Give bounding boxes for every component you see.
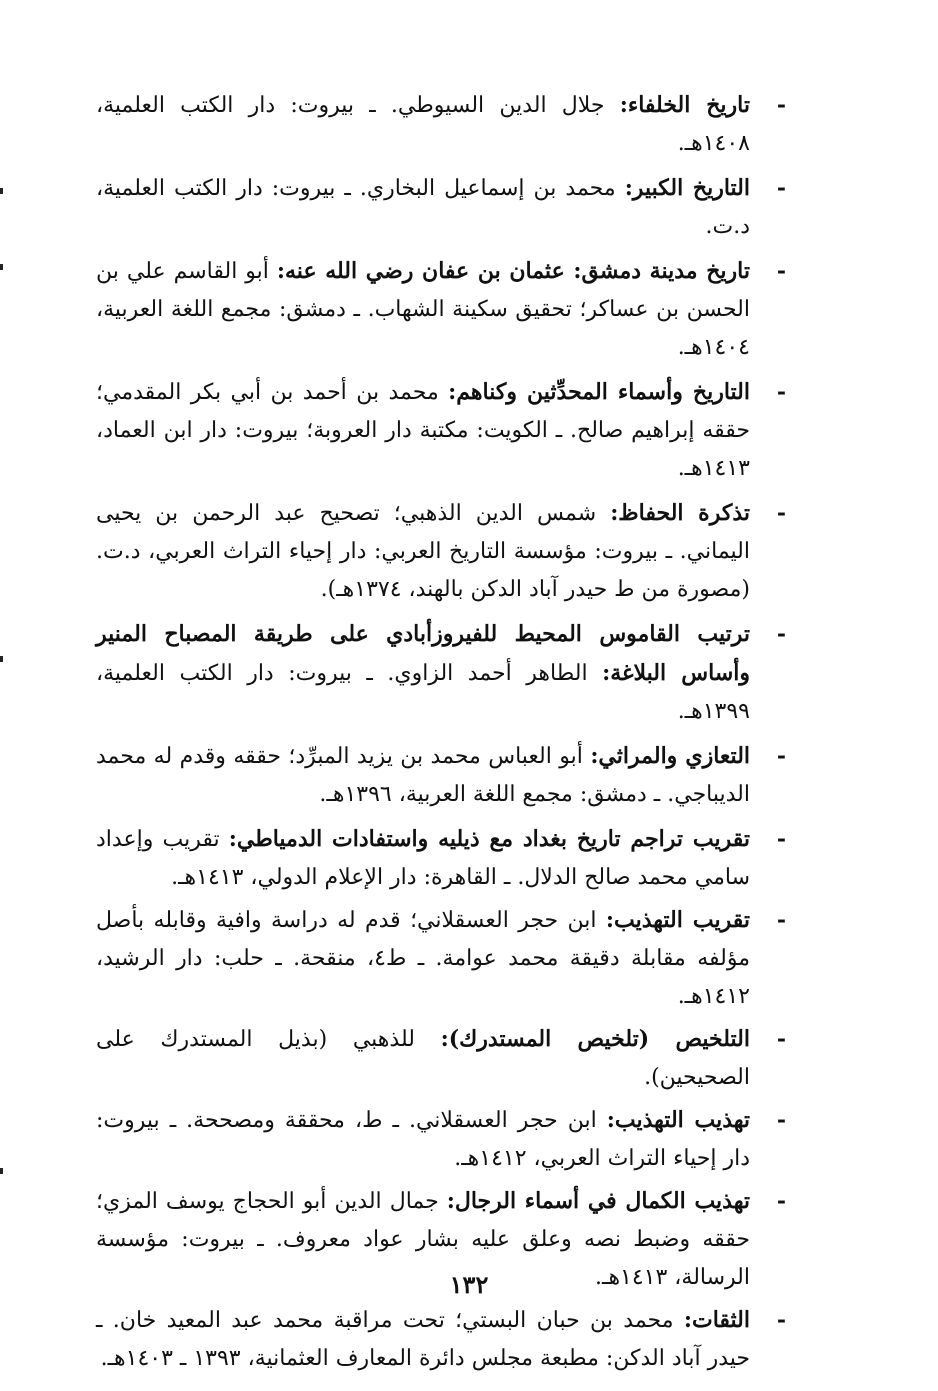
- entry-dash: -: [776, 92, 786, 118]
- bibliography-entry: [96, 494, 786, 609]
- entry-text: للذهبي (بذيل المستدرك على الصحيحين).: [96, 1027, 750, 1090]
- entry-text: محمد بن حبان البستي؛ تحت مراقبة محمد عبد المعيد خان. ـ حيدر آباد الدكن: مطبعة مجلس دائرة المعارف العثمانية، ١٣٩٣ ـ ١٤٠٣هـ.: [96, 1308, 750, 1371]
- entry-dash: -: [776, 1307, 786, 1333]
- entry-text: أبو العباس محمد بن يزيد المبرِّد؛ حققه وقدم له محمد الديباجي. ـ دمشق: مجمع اللغة العربية، ١٣٩٦هـ.: [96, 744, 750, 807]
- entry-title: تقريب تراجم تاريخ بغداد مع ذيليه واستفادات الدمياطي:: [228, 826, 750, 852]
- entry-title: التعازي والمراثي:: [590, 743, 751, 769]
- page-number: ١٣٢: [449, 1270, 489, 1299]
- bibliography-entry: [96, 252, 786, 367]
- entry-title: ترتيب القاموس المحيط للفيروزأبادي على طريقة المصباح المنير وأساس البلاغة:: [96, 621, 751, 686]
- entry-text: ابن حجر العسقلاني؛ قدم له دراسة وافية وقابله بأصل مؤلفه مقابلة دقيقة محمد عوامة. ـ ط٤، منقحة. ـ حلب: دار الرشيد، ١٤١٢هـ.: [96, 908, 750, 1009]
- entry-dash: -: [776, 1107, 786, 1133]
- binding-edge-mark: [0, 264, 3, 270]
- entry-text: محمد بن أحمد بن أبي بكر المقدمي؛ حققه إبراهيم صالح. ـ الكويت: مكتبة دار العروبة؛ بيروت: دار ابن العماد، ١٤١٣هـ.: [96, 380, 750, 481]
- entry-title: تهذيب التهذيب:: [606, 1107, 750, 1133]
- entry-dash: -: [776, 1026, 786, 1052]
- entry-dash: -: [776, 175, 786, 201]
- entry-text: شمس الدين الذهبي؛ تصحيح عبد الرحمن بن يحيى اليماني. ـ بيروت: مؤسسة التاريخ العربي: دار إحياء التراث العربي، د.ت. (مصورة من ط حيدر آباد الدكن بالهند، ١٣٧٤هـ).: [96, 501, 750, 602]
- entry-text: الطاهر أحمد الزاوي. ـ بيروت: دار الكتب العلمية، ١٣٩٩هـ.: [96, 661, 750, 724]
- bibliography-list: [96, 86, 786, 1382]
- entry-title: تقريب التهذيب:: [605, 907, 751, 933]
- bibliography-entry: [96, 615, 786, 731]
- entry-dash: -: [776, 743, 786, 769]
- entry-title: الثقات:: [683, 1307, 750, 1333]
- entry-text: أبو القاسم علي بن الحسن بن عساكر؛ تحقيق سكينة الشهاب. ـ دمشق: مجمع اللغة العربية، ١٤٠٤هـ.: [96, 259, 750, 360]
- binding-edge-mark: [0, 1168, 3, 1174]
- binding-edge-mark: [0, 656, 3, 662]
- bibliography-entry: [96, 901, 786, 1016]
- entry-text: جلال الدين السيوطي. ـ بيروت: دار الكتب العلمية، ١٤٠٨هـ.: [96, 93, 750, 156]
- bibliography-entry: [96, 169, 786, 246]
- entry-text: ابن حجر العسقلاني. ـ ط، محققة ومصححة. ـ بيروت: دار إحياء التراث العربي، ١٤١٢هـ.: [96, 1108, 750, 1171]
- bibliography-entry: [96, 1301, 786, 1378]
- entry-dash: -: [776, 379, 786, 405]
- entry-text: محمد بن إسماعيل البخاري. ـ بيروت: دار الكتب العلمية، د.ت.: [96, 176, 750, 239]
- binding-edge-mark: [0, 188, 3, 194]
- entry-title: تاريخ مدينة دمشق: عثمان بن عفان رضي الله عنه:: [276, 258, 750, 284]
- entry-text: تقريب وإعداد سامي محمد صالح الدلال. ـ القاهرة: دار الإعلام الدولي، ١٤١٣هـ.: [96, 827, 750, 890]
- entry-dash: -: [776, 500, 786, 526]
- bibliography-entry: [96, 1020, 786, 1097]
- entry-dash: -: [776, 621, 786, 647]
- bibliography-entry: [96, 1101, 786, 1178]
- bibliography-entry: [96, 86, 786, 163]
- bibliography-entry: [96, 373, 786, 488]
- entry-title: التاريخ الكبير:: [624, 175, 750, 201]
- entry-dash: -: [776, 826, 786, 852]
- entry-dash: -: [776, 907, 786, 933]
- entry-title: التاريخ وأسماء المحدِّثين وكناهم:: [448, 379, 750, 405]
- entry-title: تهذيب الكمال في أسماء الرجال:: [446, 1188, 750, 1214]
- entry-dash: -: [776, 258, 786, 284]
- entry-title: التلخيص (تلخيص المستدرك):: [440, 1026, 750, 1052]
- entry-dash: -: [776, 1188, 786, 1214]
- entry-text: جمال الدين أبو الحجاج يوسف المزي؛ حققه وضبط نصه وعلق عليه بشار عواد معروف. ـ بيروت: مؤسسة الرسالة، ١٤١٣هـ.: [96, 1189, 750, 1290]
- bibliography-entry: [96, 737, 786, 814]
- bibliography-entry: [96, 820, 786, 897]
- entry-title: تاريخ الخلفاء:: [619, 92, 751, 118]
- entry-title: تذكرة الحفاظ:: [610, 500, 750, 526]
